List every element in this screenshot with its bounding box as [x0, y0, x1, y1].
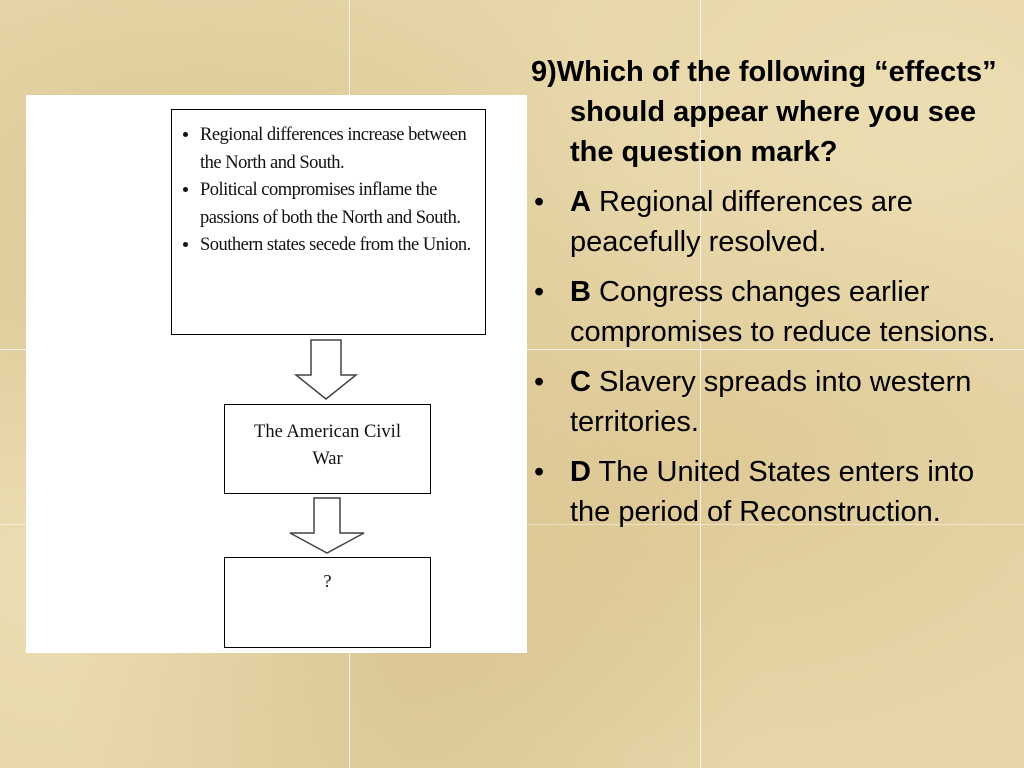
down-arrow-icon [294, 339, 358, 401]
cause-item: • Political compromises inflame the passions of both the North and South. [200, 177, 473, 232]
option-letter: B [570, 276, 591, 308]
question-title: 9)Which of the following “effects” should appear where you see the question mark? [531, 56, 997, 168]
option-text: Regional differences are peacefully resolved. [570, 186, 913, 258]
bullet-icon: • [534, 366, 545, 398]
option-letter: D [570, 456, 591, 488]
down-arrow-icon [288, 497, 366, 555]
civil-war-box [224, 404, 431, 494]
answer-option-a [531, 182, 1001, 262]
bullet-icon: • [534, 186, 545, 218]
question-panel [531, 52, 1001, 542]
answer-option-c [531, 362, 1001, 442]
civil-war-label: The American Civil War [254, 422, 401, 469]
option-text: The United States enters into the period of Reconstruction. [570, 456, 975, 528]
bullet-icon: • [534, 456, 545, 488]
option-text: Slavery spreads into western territories. [570, 366, 972, 438]
flowchart-figure [26, 95, 527, 653]
effect-box [224, 557, 431, 648]
cause-item: • Southern states secede from the Union. [200, 232, 473, 260]
cause-item: • Regional differences increase between the North and South. [200, 122, 473, 177]
answer-option-d [531, 452, 1001, 532]
option-letter: A [570, 186, 591, 218]
causes-list [172, 110, 485, 260]
answer-options [531, 182, 1001, 532]
question-mark-label: ? [323, 571, 332, 591]
option-text: Congress changes earlier compromises to reduce tensions. [570, 276, 996, 348]
bullet-icon: • [534, 276, 545, 308]
causes-box [171, 109, 486, 335]
answer-option-b [531, 272, 1001, 352]
option-letter: C [570, 366, 591, 398]
